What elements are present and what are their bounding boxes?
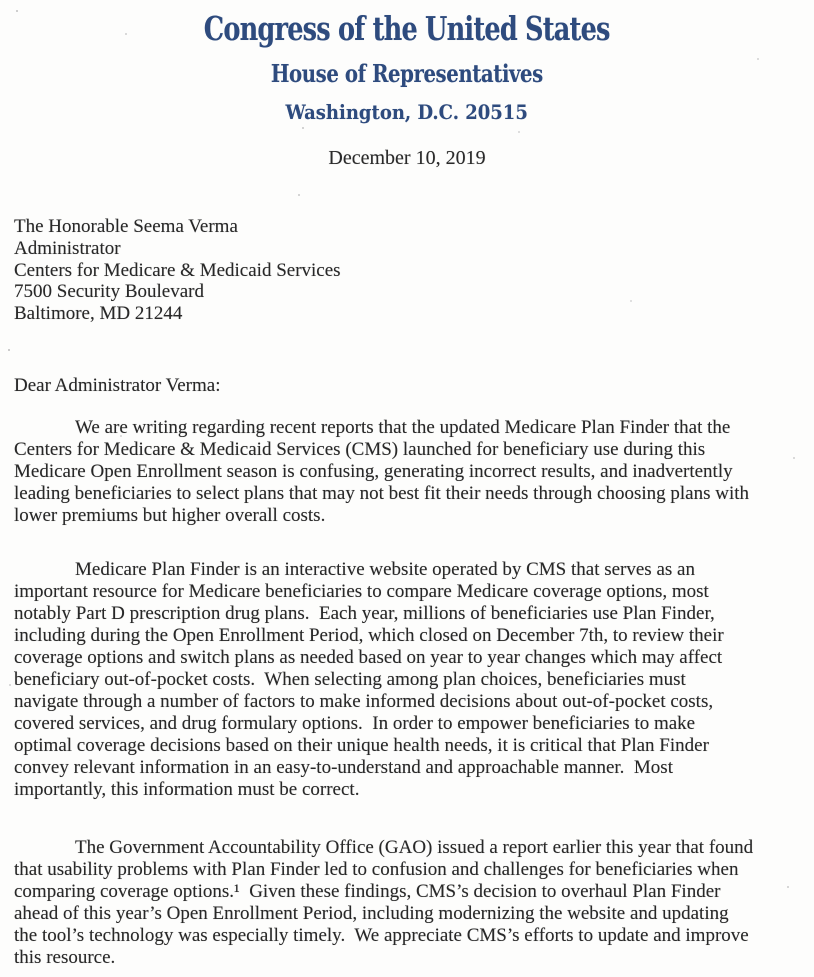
text-line: Medicare Plan Finder is an interactive website operated by CMS that serves as an	[75, 558, 695, 580]
text-line: notably Part D prescription drug plans. Each year, millions of beneficiaries use Plan Finder,	[14, 602, 715, 624]
letterhead-washington-text: Washington, D.C. 20515	[285, 100, 529, 124]
text-line: that usability problems with Plan Finder led to confusion and challenges for beneficiaries when	[14, 858, 739, 880]
text-line: optimal coverage decisions based on their unique health needs, it is critical that Plan Finder	[14, 734, 709, 756]
letterhead-line-1	[0, 10, 814, 55]
text-line: Centers for Medicare & Medicaid Services (CMS) launched for beneficiary use during this	[14, 438, 706, 460]
letterhead-house-text: House of Representatives	[271, 59, 543, 88]
paragraph-2	[14, 559, 804, 801]
text-line: beneficiary out-of-pocket costs. When selecting among plan choices, beneficiaries must	[14, 668, 686, 690]
text-line: this resource.	[14, 946, 116, 968]
text-line: 7500 Security Boulevard	[14, 281, 204, 303]
letterhead	[0, 10, 814, 128]
text-line: The Honorable Seema Verma	[14, 216, 238, 237]
text-line: navigate through a number of factors to make informed decisions about out-of-pocket costs,	[14, 690, 714, 712]
text-line: Administrator	[14, 237, 121, 259]
text-line: convey relevant information in an easy-to-understand and approachable manner. Most	[14, 756, 673, 778]
text-line: including during the Open Enrollment Period, which closed on December 7th, to review their	[14, 624, 724, 646]
text-line: importantly, this information must be correct.	[14, 778, 360, 800]
text-line: lower premiums but higher overall costs.	[14, 504, 326, 526]
text-line: ahead of this year’s Open Enrollment Period, including modernizing the website and updating	[14, 902, 729, 924]
text-line: The Government Accountability Office (GAO) issued a report earlier this year that found	[75, 836, 754, 858]
text-line: leading beneficiaries to select plans that may not best fit their needs through choosing plans with	[14, 482, 750, 504]
letterhead-line-3	[0, 99, 814, 128]
recipient-address-block	[14, 216, 814, 325]
text-line: important resource for Medicare beneficiaries to compare Medicare coverage options, most	[14, 580, 709, 602]
text-line: covered services, and drug formulary options. In order to empower beneficiaries to make	[14, 712, 696, 734]
salutation: Dear Administrator Verma:	[14, 374, 221, 396]
paragraph-1	[14, 417, 804, 527]
paragraph-3	[14, 837, 804, 969]
letterhead-line-2	[0, 59, 814, 93]
text-line: Medicare Open Enrollment season is confusing, generating incorrect results, and inadvertently	[14, 460, 733, 482]
text-line: Centers for Medicare & Medicaid Services	[14, 259, 341, 281]
text-line: the tool’s technology was especially timely. We appreciate CMS’s efforts to update and improve	[14, 924, 749, 946]
letter-date: December 10, 2019	[328, 147, 486, 169]
text-line: Baltimore, MD 21244	[14, 303, 183, 325]
text-line: We are writing regarding recent reports that the updated Medicare Plan Finder that the	[75, 416, 731, 438]
text-line: coverage options and switch plans as needed based on year to year changes which may affect	[14, 646, 723, 668]
letterhead-congress-text: Congress of the United States	[204, 9, 610, 49]
text-line: comparing coverage options.¹ Given these findings, CMS’s decision to overhaul Plan Finder	[14, 880, 721, 902]
